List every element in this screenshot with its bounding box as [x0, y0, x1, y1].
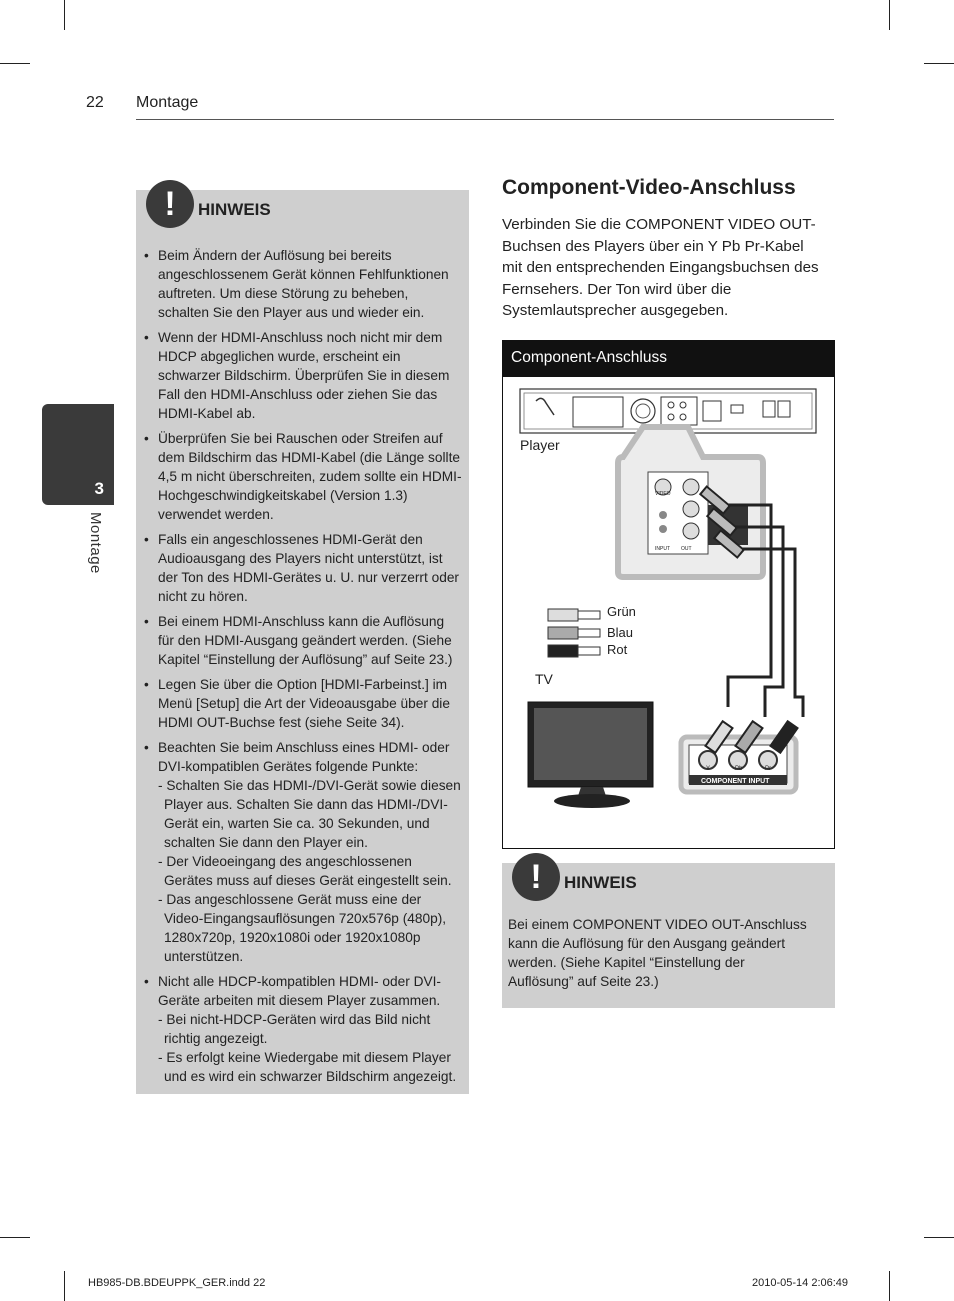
note-subitem: - Es erfolgt keine Wiedergabe mit diesem Player und es wird ein schwarzer Bildschirm angezeigt.: [158, 1050, 457, 1084]
tv-label: TV: [535, 671, 553, 687]
note-body: Bei einem COMPONENT VIDEO OUT-Anschluss kann die Auflösung für den Ausgang geändert werden. (Siehe Kapitel “Einstellung der Auflösung” auf Seite 23.): [508, 917, 807, 989]
connection-figure: [502, 340, 835, 849]
note-heading: HINWEIS: [198, 200, 271, 219]
crop-mark: [0, 1237, 30, 1238]
note-item: [158, 738, 463, 966]
crop-mark: [889, 0, 890, 30]
note-box-right: [502, 858, 835, 1008]
cable-label-red: Rot: [607, 642, 628, 657]
crop-mark: [924, 1237, 954, 1238]
note-subitem: - Bei nicht-HDCP-Geräten wird das Bild nicht richtig angezeigt.: [158, 1012, 431, 1046]
running-header: Montage: [136, 94, 199, 111]
player-panel-label-out: OUT: [681, 546, 692, 552]
chapter-tab: [42, 404, 114, 505]
chapter-number: 3: [94, 479, 104, 498]
tv-jack-label-pb: Pb: [735, 766, 743, 772]
exclamation-icon: !: [146, 180, 194, 228]
crop-mark: [0, 63, 30, 64]
note-item: • Bei einem HDMI-Anschluss kann die Auflösung für den HDMI-Ausgang geändert werden. (Siehe Kapitel “Einstellung der Auflösung” auf Seite 23.): [158, 612, 463, 669]
figure-heading: Component-Anschluss: [503, 341, 834, 377]
note-item: [158, 972, 463, 1086]
note-heading: HINWEIS: [564, 873, 637, 892]
footer-file: HB985-DB.BDEUPPK_GER.indd 22: [88, 1277, 266, 1289]
note-item: • Falls ein angeschlossenes HDMI-Gerät den Audioausgang des Players nicht unterstützt, ist der Ton des HDMI-Gerätes u. U. nur verzerrt oder nicht zu hören.: [158, 530, 463, 606]
crop-mark: [889, 1271, 890, 1301]
tv-component-input-label: COMPONENT INPUT: [701, 778, 770, 785]
exclamation-icon: !: [512, 853, 560, 901]
note-item: • Überprüfen Sie bei Rauschen oder Streifen auf dem Bildschirm das HDMI-Kabel (die Länge sollte 4,5 m nicht überschreiten, zudem sollte ein HDMI-Hochgeschwindigkeitskabel (Version 1.3) verwendet werden.: [158, 429, 463, 524]
tv-jack-label-y: Y: [706, 766, 711, 772]
note-item: • Legen Sie über die Option [HDMI-Farbeinst.] im Menü [Setup] die Art der Videoausgabe über die HDMI OUT-Buchse fest (siehe Seite 34).: [158, 675, 463, 732]
note-subitem: - Das angeschlossene Gerät muss eine der Video-Eingangsauflösungen 720x576p (480p), 1280x720p, 1920x1080i oder 1920x1080p unterstützen.: [158, 892, 447, 964]
player-jack-callout: [618, 427, 763, 577]
note-item-text: Nicht alle HDCP-kompatiblen HDMI- oder DVI-Geräte arbeiten mit diesem Player zusammen.: [158, 974, 441, 1008]
footer-date: 2010-05-14 2:06:49: [752, 1277, 849, 1289]
cable-label-blue: Blau: [607, 625, 634, 640]
note-item: • Beim Ändern der Auflösung bei bereits angeschlossenem Gerät können Fehlfunktionen auftreten. Um diese Störung zu beheben, schalten Sie den Player aus und wieder ein.: [158, 246, 463, 322]
tv-illustration: [528, 702, 653, 808]
crop-mark: [64, 0, 65, 30]
note-subitem: - Der Videoeingang des angeschlossenen Gerätes muss auf dieses Gerät eingestellt sein.: [158, 854, 452, 888]
crop-mark: [64, 1271, 65, 1301]
tv-jack-label-pr: Pr: [765, 766, 771, 772]
note-item: • Wenn der HDMI-Anschluss noch nicht mir dem HDCP abgeglichen wurde, erscheint ein schwarzer Bildschirm. Überprüfen Sie in diesem Fall den HDMI-Anschluss oder ziehen Sie das HDMI-Kabel ab.: [158, 328, 463, 423]
cable-label-green: Grün: [607, 604, 636, 619]
section-body: Verbinden Sie die COMPONENT VIDEO OUT-Buchsen des Players über ein Y Pb Pr-Kabel mit den entsprechenden Eingangsbuchsen des Fernsehers. Der Ton wird über die Systemlautsprecher ausgegeben.: [502, 216, 819, 319]
note-subitem: - Schalten Sie das HDMI-/DVI-Gerät sowie diesen Player aus. Schalten Sie dann das HDMI-/DVI-Gerät ein, warten Sie ca. 30 Sekunden, und schalten Sie dann den Player ein.: [158, 778, 461, 850]
player-panel-label-video: VIDEO: [655, 491, 671, 497]
cable-plug-legend: [548, 609, 600, 657]
header-rule: [136, 119, 834, 120]
note-item-text: Beachten Sie beim Anschluss eines HDMI- oder DVI-kompatiblen Gerätes folgende Punkte:: [158, 740, 450, 774]
section-title: Component-Video-Anschluss: [502, 176, 796, 199]
player-label: Player: [520, 437, 560, 453]
note-list: [136, 246, 469, 1092]
chapter-tab-label: Montage: [87, 512, 104, 574]
note-box-left: [136, 185, 469, 1094]
page-number: 22: [86, 94, 104, 111]
player-panel-label-input: INPUT: [655, 546, 670, 552]
crop-mark: [924, 63, 954, 64]
